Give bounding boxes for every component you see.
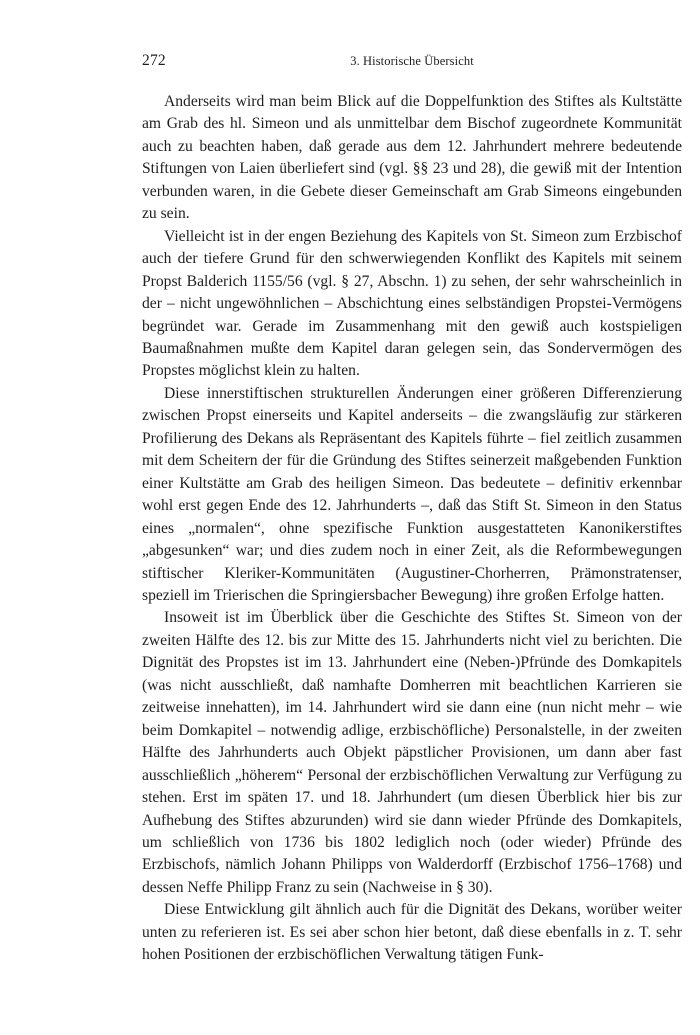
paragraph: Anderseits wird man beim Blick auf die Doppelfunktion des Stiftes als Kultstätte am Grab des hl. Simeon und als unmittelbar dem Bischof zugeordnete Kommunität auch zu beachten haben, daß gerade aus dem 12. Jahrhundert mehrere bedeutende Stiftungen von Laien überliefert sind (vgl. §§ 23 und 28), die gewiß mit der Intention verbunden waren, in die Gebete dieser Gemeinschaft am Grab Simeons eingebunden zu sein.: [142, 93, 682, 223]
page-number: 272: [142, 52, 166, 69]
running-header: [142, 52, 682, 74]
paragraph: Diese innerstiftischen strukturellen Änderungen einer größeren Differenzierung zwischen Propst einerseits und Kapitel anderseits – die zwangsläufig zur stärkeren Profilierung des Dekans als Repräsentant des Kapitels führte – fiel zeitlich zusammen mit dem Scheitern der für die Gründung des Stiftes seinerzeit maßgebenden Funktion einer Kultstätte am Grab des heiligen Simeon. Das bedeutete – definitiv erkennbar wohl erst gegen Ende des 12. Jahrhunderts –, daß das Stift St. Simeon in den Status eines „normalen“, ohne spezifische Funktion ausgestatteten Kanonikerstiftes „abgesunken“ war; und dies zudem noch in einer Zeit, als die Reformbewegungen stiftischer Kleriker-Kommunitäten (Augustiner-Chorherren, Prämonstratenser, speziell im Trierischen die Springiersbacher Bewegung) ihre großen Erfolge hatten.: [142, 384, 682, 604]
body-text: [142, 91, 682, 967]
paragraph: Insoweit ist im Überblick über die Geschichte des Stiftes St. Simeon von der zweiten Hälfte des 12. bis zur Mitte des 15. Jahrhunderts nicht viel zu berichten. Die Dignität des Propstes ist im 13. Jahrhundert eine (Neben-)Pfründe des Domkapitels (was nicht ausschließt, daß namhafte Domherren mit beachtlichen Karrieren sie zeitweise innehatten), im 14. Jahrhundert wird sie dann eine (nun nicht mehr – wie beim Domkapitel – notwendig adlige, erzbischöfliche) Personalstelle, in der zweiten Hälfte des Jahrhunderts auch Objekt päpstlicher Provisionen, um dann aber fast ausschließlich „höherem“ Personal der erzbischöflichen Verwaltung zur Verfügung zu stehen. Erst im späten 17. und 18. Jahrhundert (um diesen Überblick hier bis zur Aufhebung des Stiftes abzurunden) wird sie dann wieder Pfründe des Domkapitels, um schließlich von 1736 bis 1802 lediglich noch (oder wieder) Pfründe des Erzbischofs, nämlich Johann Philipps von Walderdorff (Erzbischof 1756–1768) und dessen Neffe Philipp Franz zu sein (Nachweise in § 30).: [142, 609, 682, 896]
paragraph: Vielleicht ist in der engen Beziehung des Kapitels von St. Simeon zum Erzbischof auch der tiefere Grund für den schwerwiegenden Konflikt des Kapitels mit seinem Propst Balderich 1155/56 (vgl. § 27, Abschn. 1) zu sehen, der sehr wahrscheinlich in der – nicht ungewöhnlichen – Abschichtung eines selbständigen Propstei-Vermögens begründet war. Gerade im Zusammenhang mit den gewiß auch kostspieligen Baumaßnahmen mußte dem Kapitel daran gelegen sein, das Sondervermögen des Propstes möglichst klein zu halten.: [142, 227, 682, 380]
section-title: 3. Historische Übersicht: [350, 54, 474, 68]
paragraph: Diese Entwicklung gilt ähnlich auch für die Dignität des Dekans, worüber weiter unten zu referieren ist. Es sei aber schon hier betont, daß diese ebenfalls in z. T. sehr hohen Positionen der erzbischöflichen Verwaltung tätigen Funk-: [142, 901, 682, 964]
